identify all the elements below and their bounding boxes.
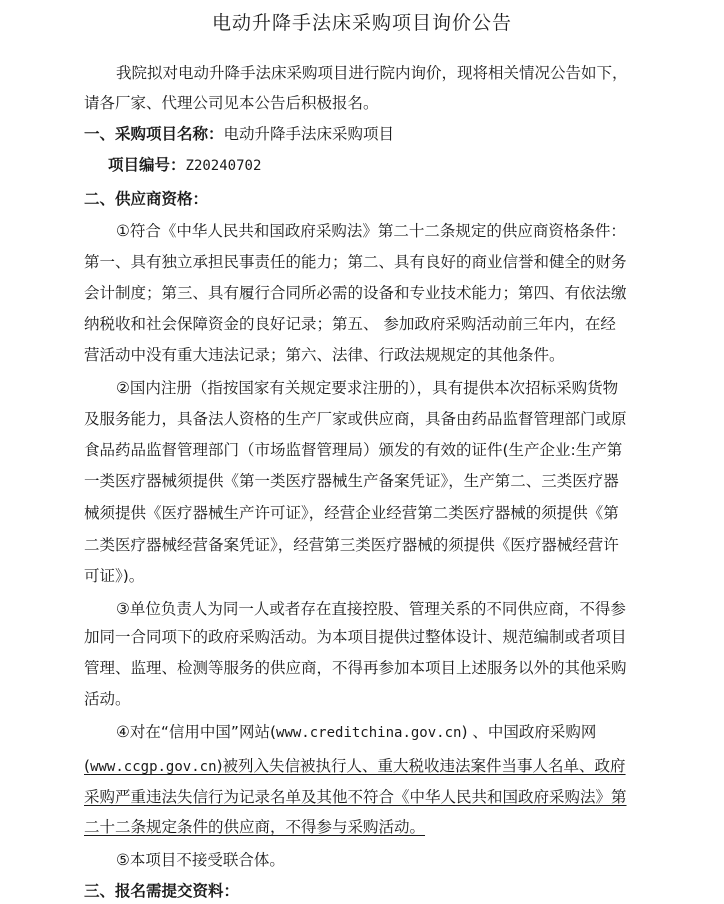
project-code: Z20240702 — [185, 158, 262, 174]
intro-line-2: 请各厂家、代理公司见本公告后积极报名。 — [84, 94, 379, 112]
p1-line: 营活动中没有重大违法记录；第六、法律、行政法规规定的其他条件。 — [84, 346, 565, 364]
project-code-label: 项目编号： — [108, 156, 186, 174]
p1-line: ①符合《中华人民共和国政府采购法》第二十二条规定的供应商资格条件： — [116, 222, 626, 240]
p2-line: ②国内注册（指按国家有关规定要求注册的），具有提供本次招标采购货物 — [116, 379, 619, 397]
p4-text: ) 、中国政府采购网 — [461, 723, 597, 741]
p2-line: 可证》)。 — [84, 567, 145, 585]
p2-line: 二类医疗器械经营备案凭证》，经营第三类医疗器械的须提供《医疗器械经营许 — [84, 536, 619, 554]
p4-line-3: 采购严重违法失信行为记录名单及其他不符合《中华人民共和国政府采购法》第 — [84, 788, 627, 806]
p1-line: 第一、具有独立承担民事责任的能力；第二、具有良好的商业信誉和健全的财务 — [84, 253, 627, 271]
section-3-heading: 三、报名需提交资料： — [84, 882, 240, 900]
p2-line: 械须提供《医疗器械生产许可证》，经营企业经营第二类医疗器械的须提供《第 — [84, 504, 619, 522]
p4-line-1 — [116, 722, 596, 743]
page-title: 电动升降手法床采购项目询价公告 — [211, 12, 512, 34]
p4-line-2 — [84, 756, 626, 777]
p3-line: 加同一合同项下的政府采购活动。为本项目提供过整体设计、规范编制或者项目 — [84, 628, 627, 646]
p1-line: 会计制度；第三、具有履行合同所必需的设备和专业技术能力；第四、有依法缴 — [84, 284, 627, 302]
p2-line: 食品药品监督管理部门（市场监督管理局）颁发的有效的证件(生产企业:生产第 — [84, 441, 623, 459]
section-1-heading-line — [84, 124, 394, 144]
p5-line: ⑤本项目不接受联合体。 — [116, 851, 285, 869]
project-code-line — [108, 155, 261, 176]
p1-line: 纳税收和社会保障资金的良好记录；第五、 参加政府采购活动前三年内，在经 — [84, 315, 616, 333]
section-2-heading: 二、供应商资格： — [84, 190, 209, 208]
p3-line: 管理、监理、检测等服务的供应商，不得再参加本项目上述服务以外的其他采购 — [84, 659, 627, 677]
section-1-heading: 一、采购项目名称： — [84, 125, 224, 143]
p4-line-4: 二十二条规定条件的供应商，不得参与采购活动。 — [84, 818, 426, 836]
p2-line: 一类医疗器械须提供《第一类医疗器械生产备案凭证》，生产第二、三类医疗器 — [84, 472, 619, 490]
intro-line-1: 我院拟对电动升降手法床采购项目进行院内询价，现将相关情况公告如下， — [116, 64, 628, 82]
p3-line: ③单位负责人为同一人或者存在直接控股、管理关系的不同供应商，不得参 — [116, 600, 626, 618]
ccgp-link[interactable]: www.ccgp.gov.cn — [90, 759, 217, 775]
creditchina-link[interactable]: www.creditchina.gov.cn — [276, 725, 462, 741]
p3-line: 活动。 — [84, 690, 131, 708]
p4-text: ④对在“信用中国”网站( — [116, 723, 277, 741]
p4-text: ( — [84, 757, 91, 775]
project-name: 电动升降手法床采购项目 — [223, 125, 395, 143]
p2-line: 及服务能力，具备法人资格的生产厂家或供应商，具备由药品监督管理部门或原 — [84, 410, 627, 428]
p4-text: )被列入失信被执行人、重大税收违法案件当事人名单、政府 — [216, 757, 626, 775]
